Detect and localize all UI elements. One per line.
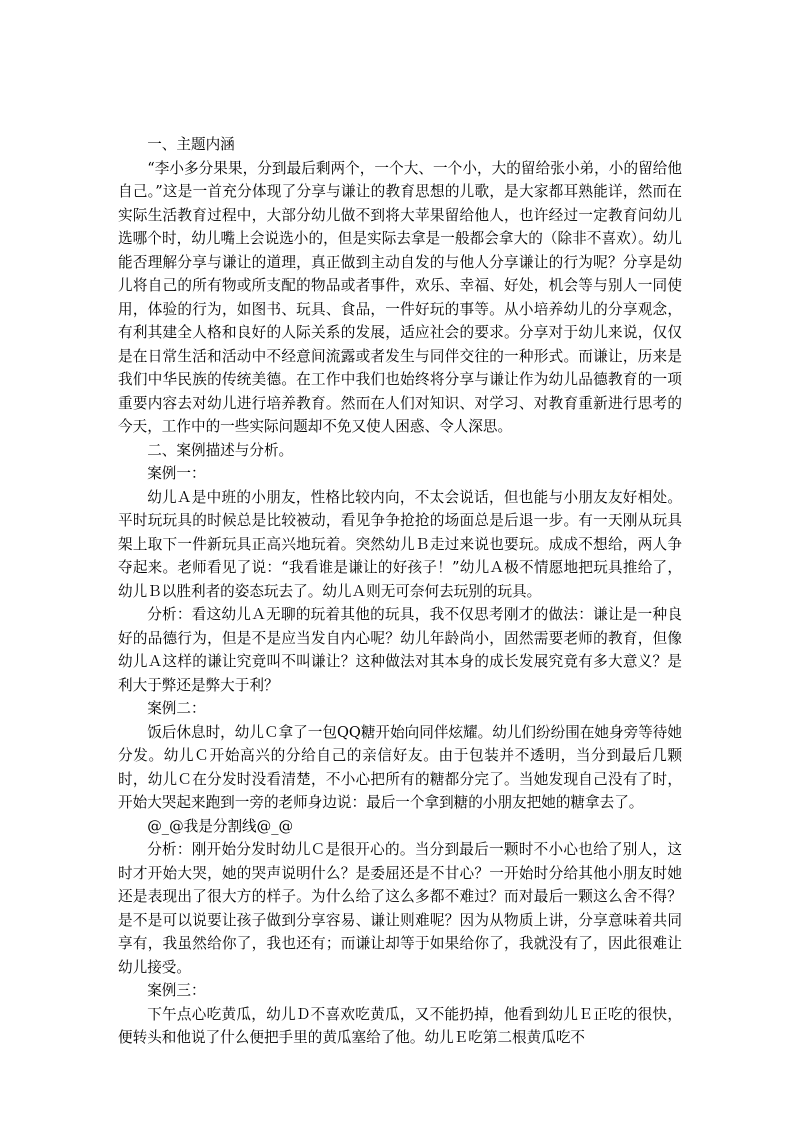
case-two-description: 饭后休息时，幼儿Ｃ拿了一包QQ糖开始向同伴炫耀。幼儿们纷纷围在她身旁等待她分发。幼儿Ｃ开始高兴的分给自己的亲信好友。由于包装并不透明，当分到最后几颗时，幼儿Ｃ在分发时没看清楚，不小心把所有的糖都分完了。当她发现自己没有了时，开始大哭起来跑到一旁的老师身边说：最后一个拿到糖的小朋友把她的糖拿去了。	[118, 723, 682, 811]
divider-text: @_@我是分割线@_@	[147, 817, 294, 835]
document-body	[118, 133, 682, 1050]
case-one-heading: 案例一：	[147, 465, 206, 482]
section-heading-theme: 一、主题内涵	[147, 136, 235, 153]
case-one-analysis: 分析：看这幼儿Ａ无聊的玩着其他的玩具，我不仅思考刚才的做法：谦让是一种良好的品德行为，但是不是应当发自内心呢？幼儿年龄尚小，固然需要老师的教育，但像幼儿Ａ这样的谦让究竟叫不叫谦让？这种做法对其本身的成长发展究竟有多大意义？是利大于弊还是弊大于利？	[118, 606, 682, 694]
case-three-description: 下午点心吃黄瓜，幼儿Ｄ不喜欢吃黄瓜，又不能扔掉，他看到幼儿Ｅ正吃的很快，便转头和他说了什么便把手里的黄瓜塞给了他。幼儿Ｅ吃第二根黄瓜吃不	[118, 1005, 682, 1046]
case-one-description: 幼儿Ａ是中班的小朋友，性格比较内向，不太会说话，但也能与小朋友友好相处。平时玩玩具的时候总是比较被动，看见争争抢抢的场面总是后退一步。有一天刚从玩具架上取下一件新玩具正高兴地玩着。突然幼儿Ｂ走过来说也要玩。成成不想给，两人争夺起来。老师看见了说：“我看谁是谦让的好孩子！”幼儿Ａ极不情愿地把玩具推给了，幼儿Ｂ以胜利者的姿态玩去了。幼儿Ａ则无可奈何去玩别的玩具。	[118, 488, 682, 600]
section-heading-cases: 二、案例描述与分析。	[147, 441, 294, 459]
case-two-heading: 案例二：	[147, 700, 206, 717]
case-two-analysis: 分析：刚开始分发时幼儿Ｃ是很开心的。当分到最后一颗时不小心也给了别人，这时才开始大哭，她的哭声说明什么？是委屈还是不甘心？一开始时分给其他小朋友时她还是表现出了很大方的样子。为什么给了这么多都不难过？而对最后一颗这么舍不得？是不是可以说要让孩子做到分享容易、谦让则难呢？因为从物质上讲，分享意味着共同享有，我虽然给你了，我也还有；而谦让却等于如果给你了，我就没有了，因此很难让幼儿接受。	[118, 841, 682, 976]
paragraph-intro: “李小多分果果，分到最后剩两个，一个大、一个小，大的留给张小弟，小的留给他自己。”这是一首充分体现了分享与谦让的教育思想的儿歌，是大家都耳熟能详，然而在实际生活教育过程中，大部分幼儿做不到将大苹果留给他人，也许经过一定教育问幼儿选哪个时，幼儿嘴上会说选小的，但是实际去拿是一般都会拿大的（除非不喜欢）。幼儿能否理解分享与谦让的道理，真正做到主动自发的与他人分享谦让的行为呢？分享是幼儿将自己的所有物或所支配的物品或者事件，欢乐、幸福、好处，机会等与别人一同使用，体验的行为，如图书、玩具、食品，一件好玩的事等。从小培养幼儿的分享观念，有利其建全人格和良好的人际关系的发展，适应社会的要求。分享对于幼儿来说，仅仅是在日常生活和活动中不经意间流露或者发生与同伴交往的一种形式。而谦让，历来是我们中华民族的传统美德。在工作中我们也始终将分享与谦让作为幼儿品德教育的一项重要内容去对幼儿进行培养教育。然而在人们对知识、对学习、对教育重新进行思考的今天，工作中的一些实际问题却不免又使人困惑、令人深思。	[118, 159, 682, 435]
case-three-heading: 案例三：	[147, 982, 206, 999]
